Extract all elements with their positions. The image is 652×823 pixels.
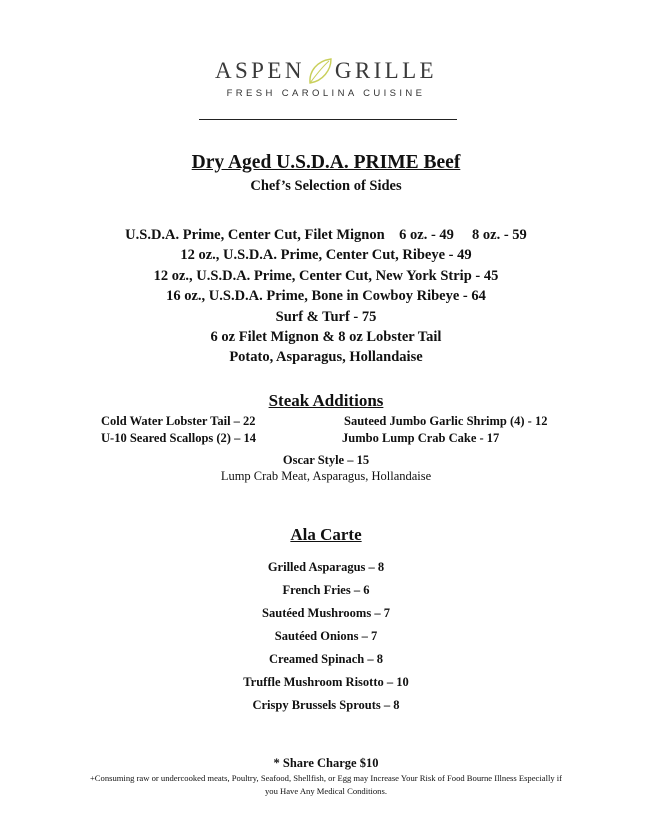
- addition-item: Cold Water Lobster Tail – 22: [101, 414, 256, 428]
- addition-item: Sauteed Jumbo Garlic Shrimp (4) - 12: [344, 414, 548, 428]
- beef-list: [0, 225, 652, 368]
- restaurant-logo: [0, 56, 652, 99]
- ala-carte-item: Sautéed Onions – 7: [274, 629, 378, 643]
- logo-tagline: FRESH CAROLINA CUISINE: [226, 88, 426, 99]
- disclaimer-line: you Have Any Medical Conditions.: [265, 785, 387, 796]
- oscar-style: [0, 453, 652, 484]
- food-safety-disclaimer: [0, 772, 652, 797]
- ala-carte-list: [0, 559, 652, 720]
- page-title: Dry Aged U.S.D.A. PRIME Beef: [191, 152, 461, 173]
- beef-item-filet: U.S.D.A. Prime, Center Cut, Filet Mignon 6 oz. - 49 8 oz. - 59: [125, 227, 527, 243]
- section-title-ala-carte: Ala Carte: [290, 525, 362, 544]
- ala-carte-item: Grilled Asparagus – 8: [267, 560, 385, 574]
- beef-item-surf-turf: Surf & Turf - 75: [275, 308, 377, 325]
- beef-item-ribeye: 12 oz., U.S.D.A. Prime, Center Cut, Ribeye - 49: [180, 247, 472, 264]
- oscar-title: Oscar Style – 15: [282, 453, 370, 467]
- beef-item-ny-strip: 12 oz., U.S.D.A. Prime, Center Cut, New York Strip - 45: [153, 267, 499, 284]
- section-title-steak-additions: Steak Additions: [268, 391, 384, 410]
- leaf-icon: [307, 56, 333, 86]
- beef-item-surf-turf-detail: 6 oz Filet Mignon & 8 oz Lobster Tail: [210, 329, 442, 346]
- page-subtitle: Chef’s Selection of Sides: [250, 178, 402, 194]
- ala-carte-item: Creamed Spinach – 8: [268, 652, 383, 666]
- oscar-description: Lump Crab Meat, Asparagus, Hollandaise: [220, 468, 432, 483]
- logo-word-grille: GRILLE: [334, 58, 438, 83]
- addition-item: Jumbo Lump Crab Cake - 17: [342, 431, 500, 445]
- ala-carte-item: Sautéed Mushrooms – 7: [262, 606, 390, 620]
- disclaimer-line: +Consuming raw or undercooked meats, Poultry, Seafood, Shellfish, or Egg may Increase Your Risk of Food Bourne Illness Especially if: [89, 773, 563, 783]
- header-divider: [199, 119, 457, 120]
- beef-item-cowboy-ribeye: 16 oz., U.S.D.A. Prime, Bone in Cowboy Ribeye - 64: [166, 288, 486, 305]
- ala-carte-item: Truffle Mushroom Risotto – 10: [243, 675, 409, 689]
- addition-item: U-10 Seared Scallops (2) – 14: [101, 431, 256, 445]
- beef-item-sides: Potato, Asparagus, Hollandaise: [229, 349, 423, 366]
- ala-carte-item: French Fries – 6: [282, 583, 370, 597]
- share-charge: * Share Charge $10: [273, 756, 379, 770]
- ala-carte-item: Crispy Brussels Sprouts – 8: [252, 698, 400, 712]
- logo-word-aspen: ASPEN: [214, 58, 305, 83]
